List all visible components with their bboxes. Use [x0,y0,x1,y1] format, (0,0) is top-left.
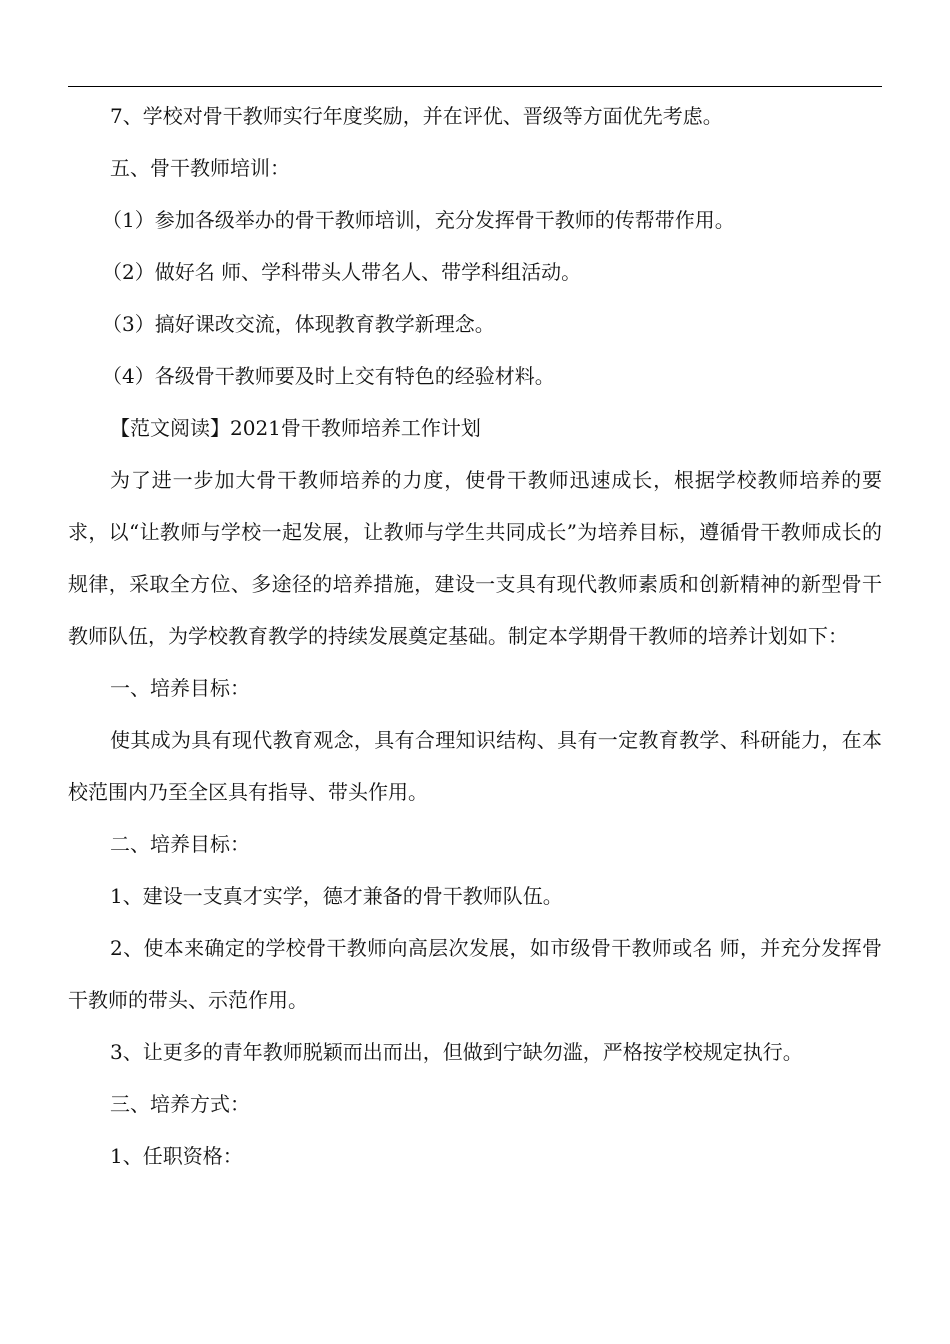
goal-item-2: 2、使本来确定的学校骨干教师向高层次发展，如市级骨干教师或名 师，并充分发挥骨干教师的带头、示范作用。 [68,936,882,1012]
training-item-2: （2）做好名 师、学科带头人带名人、带学科组活动。 [102,260,582,284]
training-item-1: （1）参加各级举办的骨干教师培训，充分发挥骨干教师的传帮带作用。 [102,208,735,232]
heading-goal-2: 二、培养目标： [110,832,250,856]
heading-training-method: 三、培养方式： [110,1092,250,1116]
document-body [68,90,882,1182]
goal-item-1: 1、建设一支真才实学，德才兼备的骨干教师队伍。 [110,884,563,908]
sample-title: 【范文阅读】2021骨干教师培养工作计划 [110,416,481,440]
heading-training: 五、骨干教师培训： [110,156,290,180]
heading-goal-1: 一、培养目标： [110,676,250,700]
intro-paragraph: 为了进一步加大骨干教师培养的力度，使骨干教师迅速成长，根据学校教师培养的要求，以“让教师与学校一起发展，让教师与学生共同成长”为培养目标，遵循骨干教师成长的规律，采取全方位、多途径的培养措施，建设一支具有现代教师素质和创新精神的新型骨干教师队伍，为学校教育教学的持续发展奠定基础。制定本学期骨干教师的培养计划如下： [68,468,882,648]
goal-description: 使其成为具有现代教育观念，具有合理知识结构、具有一定教育教学、科研能力，在本校范围内乃至全区具有指导、带头作用。 [68,728,882,804]
training-item-4: （4）各级骨干教师要及时上交有特色的经验材料。 [102,364,555,388]
header-rule [68,86,882,87]
method-item-1: 1、任职资格： [110,1144,243,1168]
goal-item-3: 3、让更多的青年教师脱颖而出而出，但做到宁缺勿滥，严格按学校规定执行。 [110,1040,803,1064]
paragraph-annual-reward: 7、学校对骨干教师实行年度奖励，并在评优、晋级等方面优先考虑。 [110,104,723,128]
training-item-3: （3）搞好课改交流，体现教育教学新理念。 [102,312,495,336]
